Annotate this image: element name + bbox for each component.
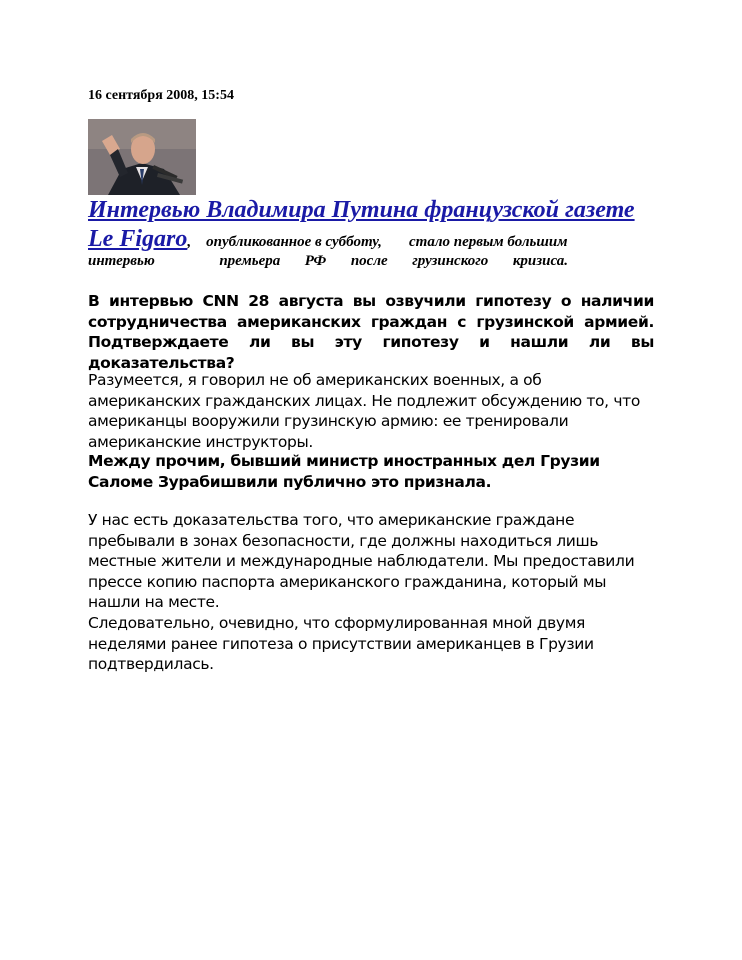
portrait-image (88, 119, 196, 195)
subtitle-word: грузинского (412, 253, 489, 269)
headline-line-2 (88, 226, 668, 253)
headline-title[interactable]: Интервью Владимира Путина французской газете (88, 197, 635, 223)
subtitle-word: РФ (304, 253, 327, 269)
headline-comma: , (187, 234, 192, 250)
question-paragraph: В интервью CNN 28 августа вы озвучили гипотезу о наличии сотрудничества американских граждан с грузинской армией. Подтверждаете ли вы эту гипотезу и нашли ли вы доказательства? (88, 292, 654, 372)
article-photo (88, 119, 196, 195)
newspaper-link[interactable]: Le Figaro (88, 226, 188, 252)
headline-line-3 (88, 253, 568, 270)
subtitle-part-2: стало первым большим (409, 234, 568, 250)
answer-paragraph: Следовательно, очевидно, что сформулированная мной двумя неделями ранее гипотеза о присутствии американцев в Грузии подтвердилась. (88, 614, 594, 673)
question-paragraph: Между прочим, бывший министр иностранных дел Грузии Саломе Зурабишвили публично это признала. (88, 452, 600, 491)
subtitle-word: интервью (88, 253, 155, 269)
answer-paragraph: У нас есть доказательства того, что американские граждане пребывали в зонах безопасности, где должны находиться лишь местные жители и международные наблюдатели. Мы предоставили прессе копию паспорта американского гражданина, который мы нашли на месте. (88, 511, 635, 611)
article-date: 16 сентября 2008, 15:54 (88, 88, 234, 103)
answer-paragraph: Разумеется, я говорил не об американских военных, а об американских гражданских лицах. Не подлежит обсуждению то, что американцы вооружили грузинскую армию: ее тренировали американские инструкторы. (88, 371, 640, 451)
subtitle-word: кризиса. (512, 253, 568, 269)
subtitle-word: премьера (219, 253, 281, 269)
subtitle-part-1: опубликованное в субботу, (206, 234, 382, 250)
subtitle-word: после (350, 253, 388, 269)
